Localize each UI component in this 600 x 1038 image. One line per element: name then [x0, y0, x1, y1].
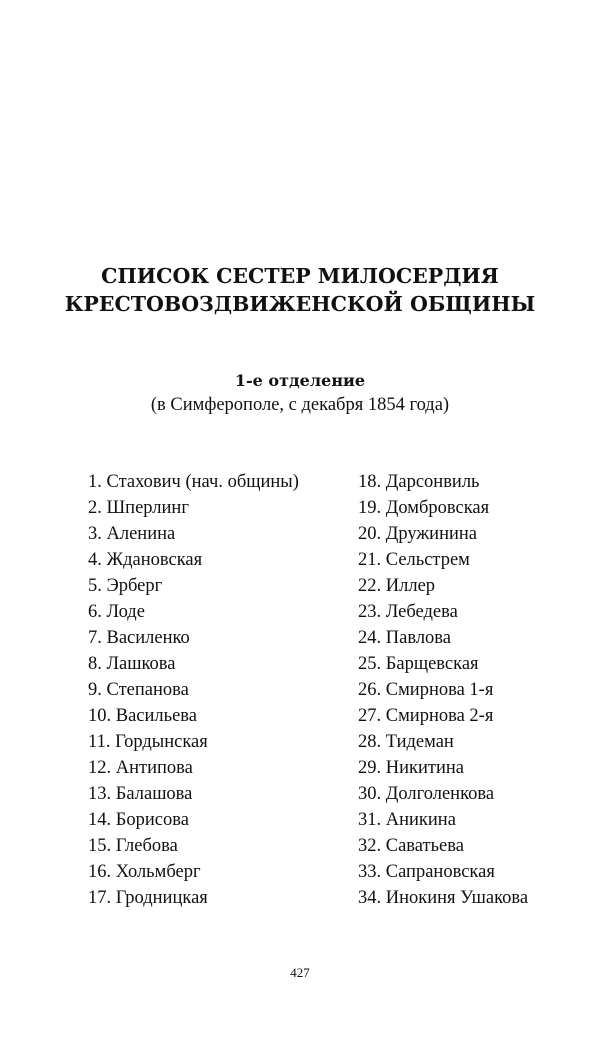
- list-item: 20. Дружинина: [358, 524, 477, 544]
- list-item: 21. Сельстрем: [358, 550, 470, 570]
- list-item: 5. Эрберг: [88, 576, 163, 596]
- list-item: 4. Ждановская: [88, 550, 203, 570]
- list-item: 13. Балашова: [88, 784, 193, 804]
- list-item: 1. Стахович (нач. общины): [88, 472, 299, 492]
- list-item: 28. Тидеман: [358, 732, 454, 752]
- page-title-line-1: СПИСОК СЕСТЕР МИЛОСЕРДИЯ: [101, 264, 499, 288]
- list-item: 9. Степанова: [88, 680, 189, 700]
- list-item: 25. Барщевская: [358, 654, 479, 674]
- list-item: 18. Дарсонвиль: [358, 472, 480, 492]
- list-item: 24. Павлова: [358, 628, 451, 648]
- page-title-line-2: КРЕСТОВОЗДВИЖЕНСКОЙ ОБЩИНЫ: [64, 292, 536, 316]
- list-item: 23. Лебедева: [358, 602, 458, 622]
- page-number: 427: [290, 965, 310, 980]
- list-item: 8. Лашкова: [88, 654, 176, 674]
- list-item: 33. Сапрановская: [358, 862, 495, 882]
- list-item: 19. Домбровская: [358, 498, 490, 518]
- list-item: 6. Лоде: [88, 602, 145, 622]
- section-subtitle: (в Симферополе, с декабря 1854 года): [150, 395, 450, 415]
- list-item: 7. Василенко: [88, 628, 190, 648]
- list-item: 26. Смирнова 1-я: [358, 680, 494, 700]
- list-item: 3. Аленина: [88, 524, 176, 544]
- section-heading: 1-е отделение: [234, 371, 366, 390]
- list-item: 30. Долголенкова: [358, 784, 495, 804]
- list-item: 11. Гордынская: [88, 732, 208, 752]
- list-item: 32. Саватьева: [358, 836, 464, 856]
- list-item: 16. Хольмберг: [88, 862, 201, 882]
- list-item: 34. Инокиня Ушакова: [358, 888, 529, 908]
- sisters-list-left: [88, 469, 299, 911]
- list-item: 27. Смирнова 2-я: [358, 706, 494, 726]
- list-item: 12. Антипова: [88, 758, 193, 778]
- sisters-list-right: [358, 469, 528, 911]
- list-item: 31. Аникина: [358, 810, 456, 830]
- list-item: 15. Глебова: [88, 836, 178, 856]
- list-item: 22. Иллер: [358, 576, 436, 596]
- page-title: [0, 262, 600, 318]
- list-item: 10. Васильева: [88, 706, 197, 726]
- list-item: 2. Шперлинг: [88, 498, 189, 518]
- list-item: 29. Никитина: [358, 758, 464, 778]
- list-item: 17. Гродницкая: [88, 888, 208, 908]
- list-item: 14. Борисова: [88, 810, 189, 830]
